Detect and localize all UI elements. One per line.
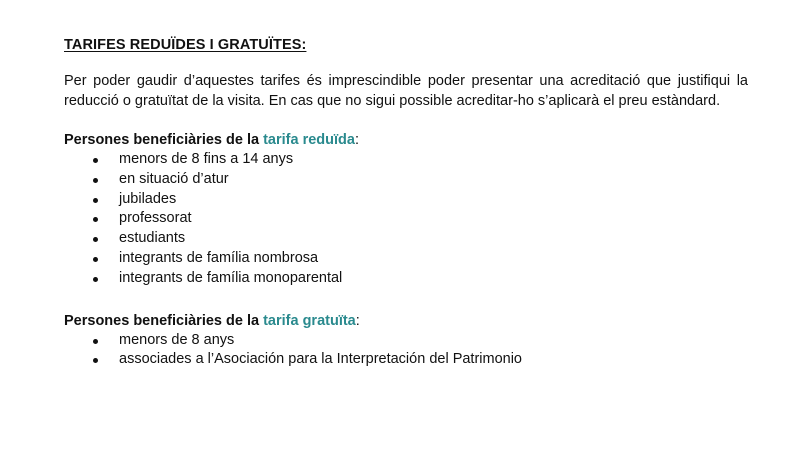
reduced-rate-section (64, 130, 748, 289)
reduced-rate-heading (64, 130, 748, 150)
document-body (64, 36, 748, 370)
free-rate-section (64, 311, 748, 371)
list-item (64, 269, 748, 289)
list-item (64, 170, 748, 190)
free-rate-list (64, 331, 748, 371)
intro-paragraph: Per poder gaudir d’aquestes tarifes és imprescindible poder presentar una acreditació que justifiqui la reducció o gratuïtat de la visita. En cas que no sigui possible acreditar-ho s’aplicarà el preu estàndard. (64, 73, 748, 109)
free-rate-heading-colon: : (355, 312, 360, 329)
list-item-text: menors de 8 fins a 14 anys (119, 151, 294, 167)
bullet-icon (93, 257, 98, 262)
free-rate-heading-prefix: Persones beneficiàries de la (64, 312, 264, 329)
list-item-text: menors de 8 anys (119, 331, 235, 348)
bullet-icon (93, 198, 98, 203)
list-item (64, 350, 748, 370)
bullet-icon (93, 277, 98, 282)
bullet-icon (93, 217, 98, 222)
free-rate-heading (64, 311, 748, 331)
document-title: TARIFES REDUÏDES I GRATUÏTES: (64, 37, 307, 53)
list-item-text: integrants de família nombrosa (119, 249, 319, 266)
list-item-text: jubilades (119, 190, 177, 207)
bullet-icon (93, 339, 98, 344)
bullet-icon (93, 178, 98, 183)
list-item-text: estudiants (119, 230, 186, 247)
reduced-rate-heading-colon: : (354, 132, 359, 148)
bullet-icon (93, 358, 98, 363)
reduced-rate-heading-prefix: Persones beneficiàries de la (64, 132, 264, 148)
list-item (64, 190, 748, 210)
list-item (64, 209, 748, 229)
list-item (64, 249, 748, 269)
reduced-rate-heading-accent: tarifa reduïda (263, 132, 355, 148)
list-item-text: integrants de família monoparental (119, 269, 343, 286)
list-item (64, 229, 748, 249)
free-rate-heading-accent: tarifa gratuïta (263, 312, 356, 329)
list-item (64, 331, 748, 351)
bullet-icon (93, 158, 98, 163)
list-item-text: associades a l’Asociación para la Interpretación del Patrimonio (119, 351, 522, 368)
list-item (64, 150, 748, 170)
bullet-icon (93, 237, 98, 242)
list-item-text: professorat (119, 210, 192, 227)
reduced-rate-list (64, 150, 748, 289)
list-item-text: en situació d’atur (119, 170, 229, 187)
